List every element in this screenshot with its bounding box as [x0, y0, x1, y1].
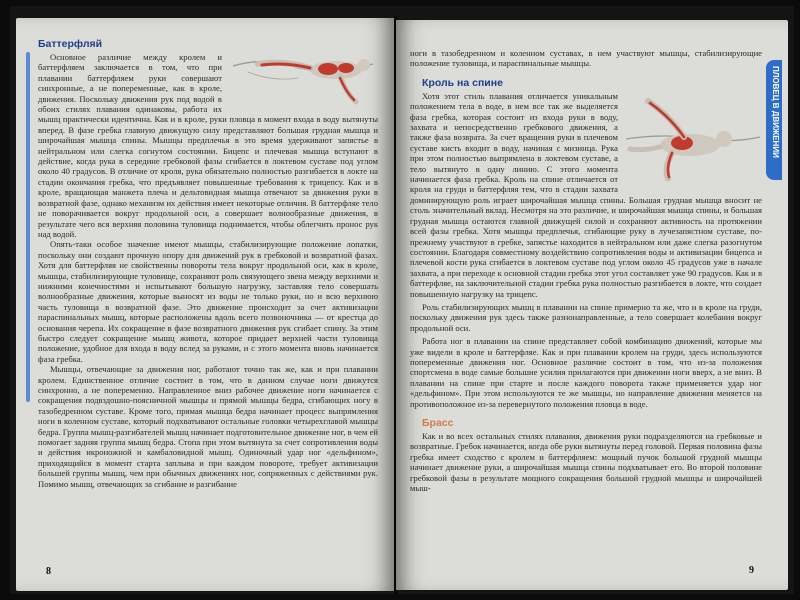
- paragraph: Основное различие между кролем и баттерфляем заключается в том, что при плавании баттерфляем руки совершают синхронные, а не попеременные, как в кроле, движения. Поскольку движения рук под водой в обоих стилях плавания одинаковы, работа их мышц практически идентична. Как и в кроле, руки пловца в момент входа в воду вытянуты вперед. В фазе гребка главную движущую силу представляют большая грудная мышца и широчайшая мышца спины. Мышцы предплечья в это время удерживают запястье в нейтральном или слегка согнутом состоянии. Бицепс и плечевая мышца вступают в действие, когда рука в середине гребковой фазы сгибается в локтевом суставе под углом около 40 градусов. В отличие от кроля, рука обязательно полностью разгибается в локте на стадии окончания гребка, что предъявляет повышенные требования к трицепсу. Как и в кроле, вращающая манжета плеча и дельтовидная мышца отвечают за движения руки в возвратной фазе, однако механизм их действия имеет некоторые отличия. В баттерфляе тело не поворачивается вокруг продольной оси, а совершает волнообразные движения, в результате чего вся верхняя половина туловища поднимается, чтобы облегчить пронос рук над водой.: [38, 52, 378, 239]
- left-accent-bar: [26, 52, 30, 402]
- paragraph: Хотя этот стиль плавания отличается уникальным положением тела в воде, в нем все так же выделяется фаза гребка, которая состоит из входа руки в воду, захвата и непосредственно гребкового движения, а также фаза возврата. За счет вращения руки в плечевом суставе кисть входит в воду, начиная с мизинца. Рука при этом полностью выпрямлена в локтевом суставе, а тело вытянуто в одну линию. С этого момента начинается фаза гребка. Кроль на спине отличается от кроля на груди и баттерфляя тем, что в стадии захвата доминирующую роль играет широчайшая мышца спины. Большая грудная мышца вносит не столь значительный вклад. Несмотря на это различие, и широчайшая мышца спины, и большая грудная мышца остаются главной движущей силой и сохраняют активность на протяжении всей фазы гребка. Хотя мышцы предплечья, сгибающие руку в лучезапястном суставе, по-прежнему участвуют в гребке, запястье находится в нейтральном или даже слегка разогнутом состоянии. Благодаря совместному воздействию сопротивления воды и активизации бицепса и плечевой кости рука сгибается в локтевом суставе под углом около 45 градусов уже в начале захвата, а при переходе к основной стадии гребка этот угол составляет уже 90 градусов. Как и в баттерфляе, на заключительной стадии гребка рука полностью разгибается в локте, что создает повышенную нагрузку на трицепс.: [410, 90, 762, 299]
- right-page-content: [410, 48, 762, 566]
- page-number-right: 9: [749, 565, 754, 576]
- paragraph: Как и во всех остальных стилях плавания, движения руки подразделяются на гребковые и возвратные. Гребок начинается, когда обе руки вытянуты перед головой. Первая половина фазы гребка имеет сходство с кролем и баттерфляем: мощный пучок большой грудной мышцы начинает движение руки, а широчайшая мышца спины подхватывает его. Во второй половине гребковой фазы в результате мощного сокращения большой грудной мышцы и широчайшей мыш-: [410, 431, 762, 494]
- backstroke-illustration: [624, 95, 762, 181]
- right-page: [396, 20, 788, 590]
- open-book: [10, 6, 794, 594]
- section-heading-backstroke: Кроль на спине: [422, 76, 503, 89]
- butterfly-illustration: [228, 38, 378, 108]
- paragraph: Роль стабилизирующих мышц в плавании на спине примерно та же, что и в кроле на груди, поскольку движения рук здесь также разнонаправленные, а тело совершает колебания вокруг продольной оси.: [410, 301, 762, 333]
- swimmer-butterfly-icon: [228, 38, 378, 108]
- paragraph: Работа ног в плавании на спине представляет собой комбинацию движений, которые мы уже видели в кроле и баттерфляе. Как и при плавании кролем на груди, здесь используются попеременные движения ног. Основное различие состоит в том, что из-за положения спортсмена в воде самые большие усилия прилагаются при движении ноги вверх, а не вниз. В плавании на спине при старте и после каждого поворота также применяется удар ног «дельфином». При этом используются те же мышцы, но направление движения меняется на противоположное из-за перевернутого положения пловца в воде.: [410, 336, 762, 409]
- page-number-left: 8: [46, 566, 51, 577]
- left-page-content: [38, 38, 378, 567]
- paragraph: Мышцы, отвечающие за движения ног, работают точно так же, как и при плавании кролем. Единственное отличие состоит в том, что в данном случае ноги движутся синхронно, а не попеременно. Направленное вниз рабочее движение ноги начинается с сокращения подвздошно-поясничной мышцы и прямой мышцы бедра, сгибающих ногу в тазобедренном суставе. Кроме того, прямая мышца бедра начинает процесс выпрямления ноги в коленном суставе, который подхватывают остальные головки четырехглавой мышцы бедра. Группа мышц-разгибателей мышц начинает подготовительное движение ног, в чем ей помогает задняя группа мышц бедра. Стопа при этом вытянута за счет сопротивления воды и действия икроножной и камбаловидной мышц. Одиночный удар ног «дельфином», приходящийся в момент старта заплыва и при каждом повороте, требует активизации большей группы мышц, чем при обычных движениях ног, сопряженных с действиями рук. Помимо мышц, отвечающих за сгибание и разгибание: [38, 364, 378, 489]
- section-heading-breaststroke: Брасс: [422, 417, 454, 429]
- swimmer-backstroke-icon: [624, 95, 762, 181]
- paragraph: ноги в тазобедренном и коленном суставах, в нем участвуют мышцы, стабилизирующие положение туловища, и параспинальные мышцы.: [410, 48, 762, 69]
- section-heading-butterfly: Баттерфляй: [38, 38, 103, 50]
- left-page: [16, 18, 394, 591]
- chapter-tab: [766, 60, 782, 180]
- paragraph: Опять-таки особое значение имеют мышцы, стабилизирующие положение лопатки, поскольку они создают прочную опору для движений рук в гребковой и возвратной фазах. Хотя для баттерфляя не свойственны повороты тела вокруг продольной оси, как в кроле, мышцы, стабилизирующие туловище, сохраняют роль связующего звена между верхними и нижними конечностями и испытывают большую нагрузку, заставляя тело совершать волнообразные движения, которые выносят из воды не только руки, но и всю верхнюю часть туловища в возвратной фазе. Это движение происходит за счет активизации параспинальных мышц, которые расположены вдоль всего позвоночника — от крестца до основания черепа. Их сокращение в фазе возвратного движения рук сгибает спину. За этим быстро следует сокращение мышц живота, которое придает верхней части туловища положение, удобное для входа в воду вслед за руками, и с этого момента вновь начинается фаза гребка.: [38, 239, 378, 364]
- chapter-tab-label: ПЛОВЕЦ В ДВИЖЕНИИ: [771, 66, 780, 158]
